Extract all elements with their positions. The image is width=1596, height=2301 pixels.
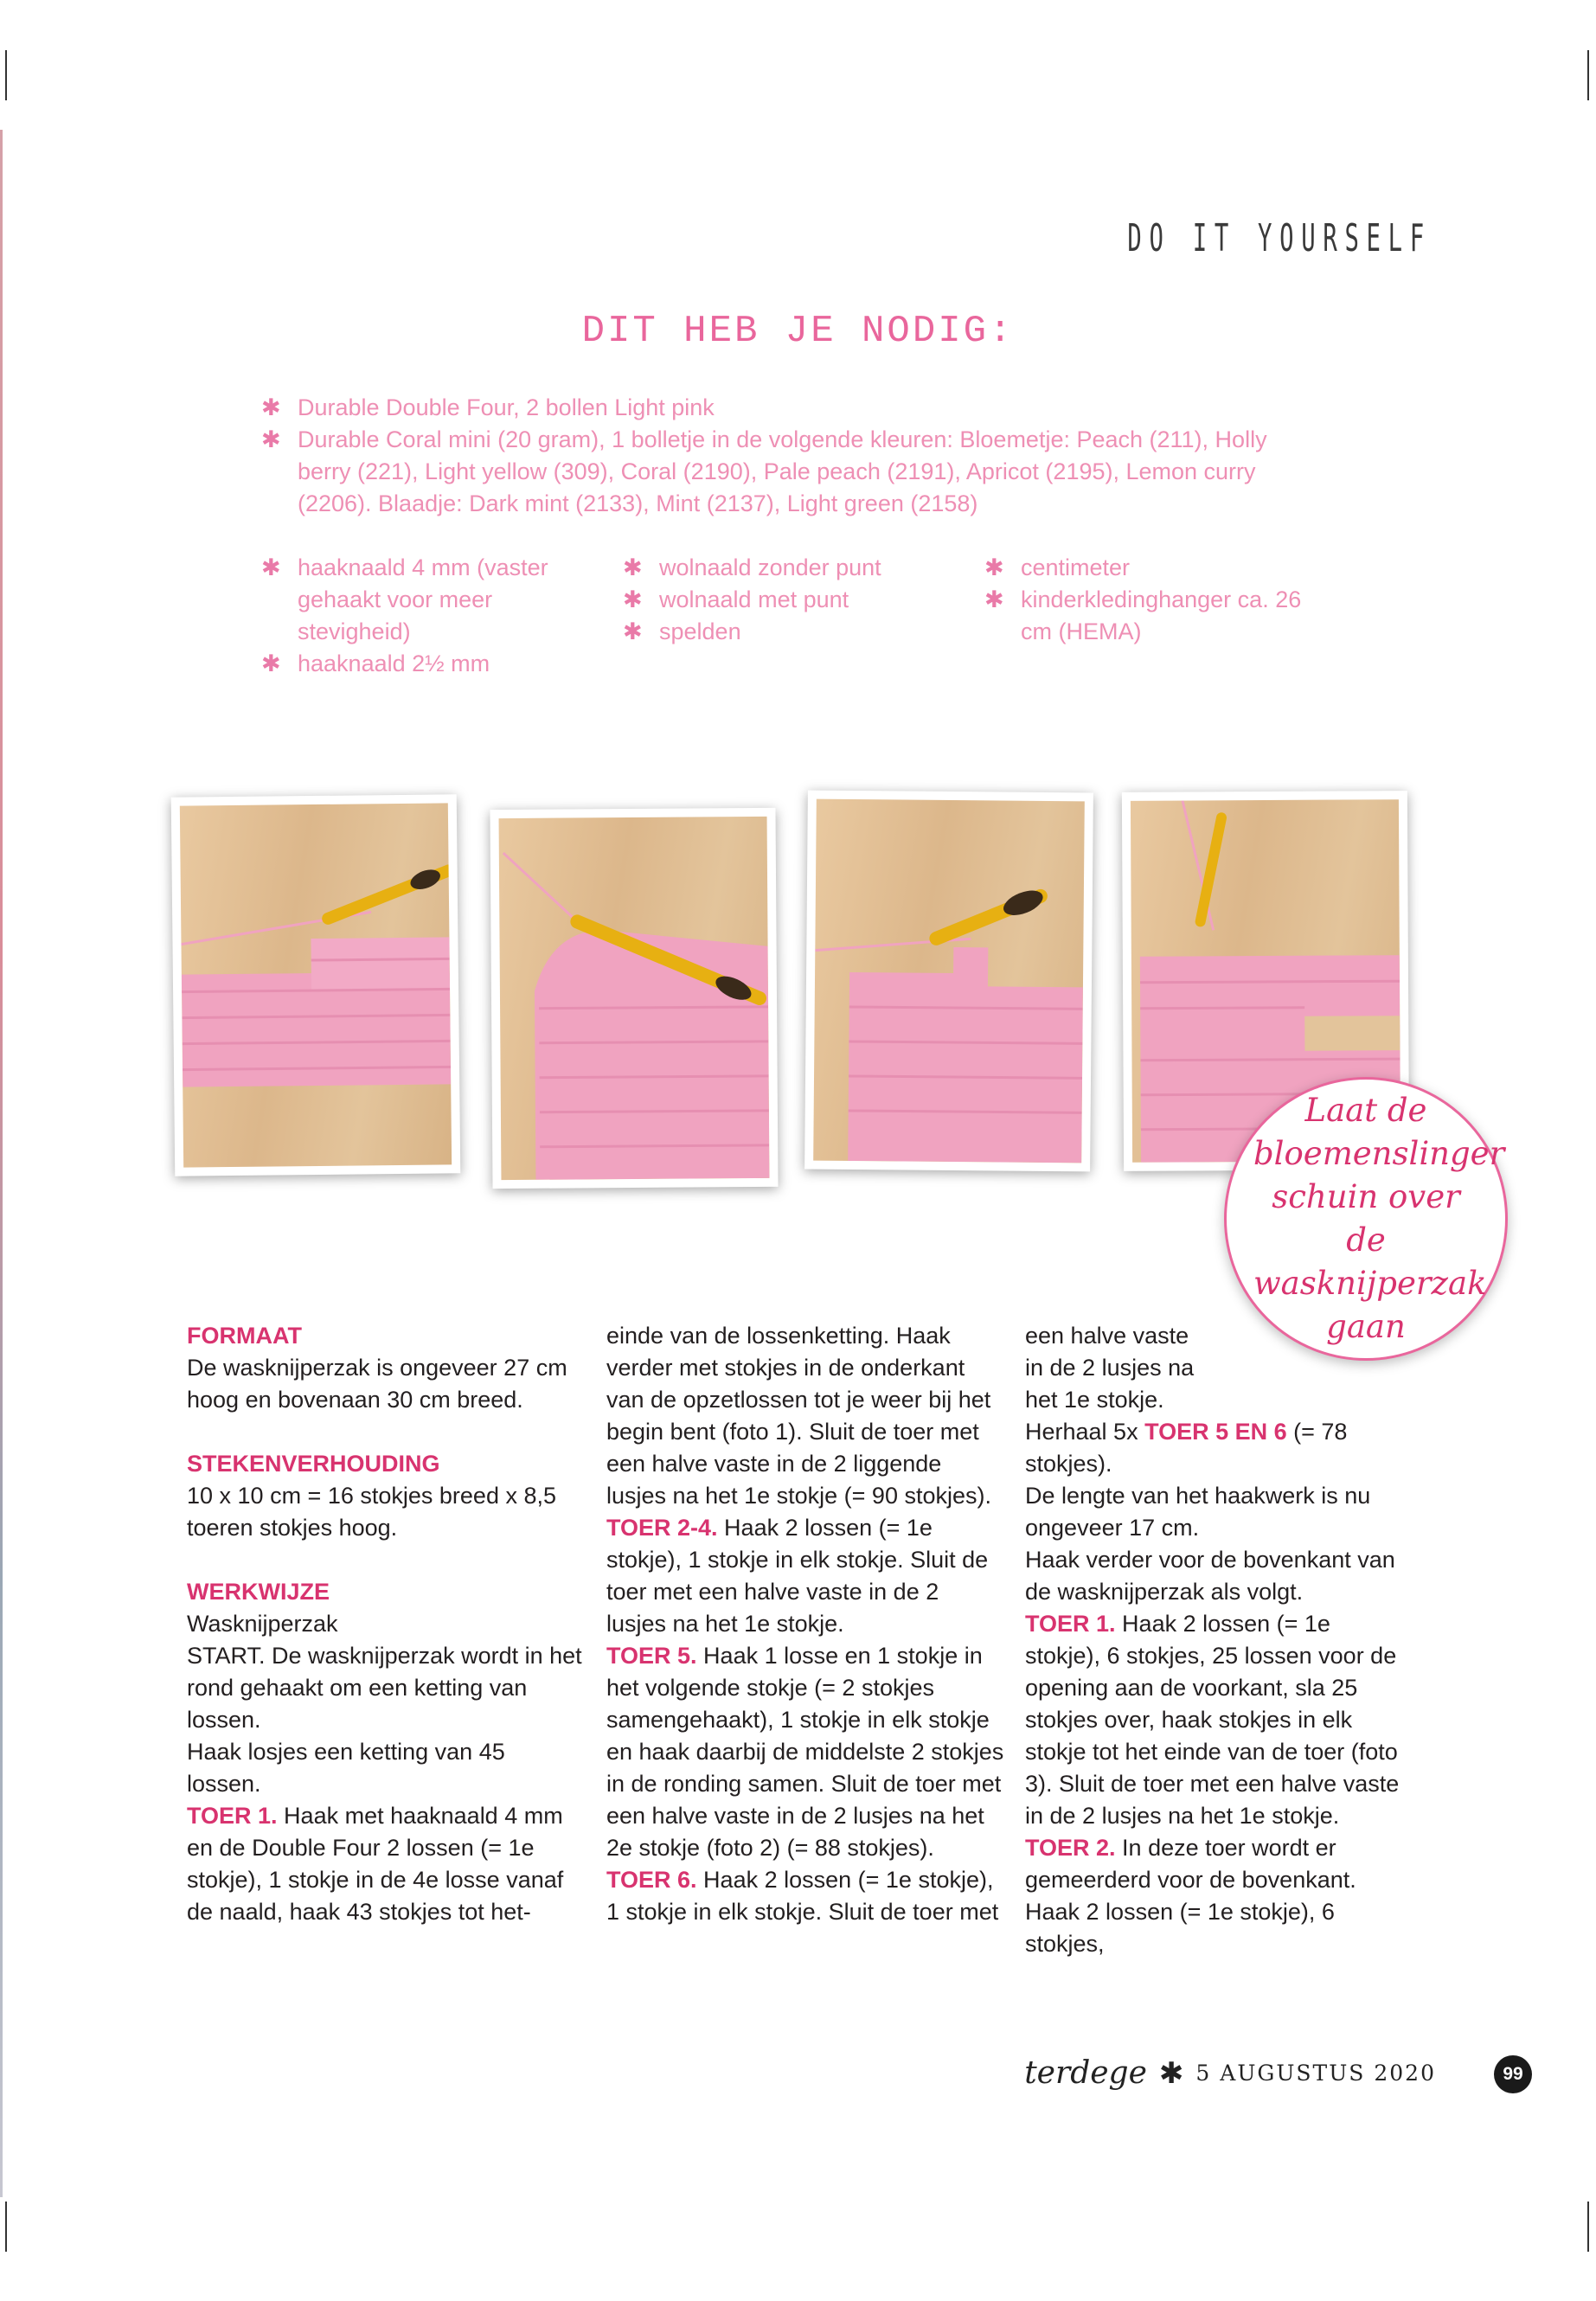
tool-text: haaknaald 2½ mm bbox=[298, 651, 490, 676]
asterisk-icon: ✱ bbox=[261, 651, 281, 676]
asterisk-icon: ✱ bbox=[1158, 2056, 1184, 2090]
step-label: TOER 5 EN 6 bbox=[1144, 1419, 1287, 1445]
paragraph: Wasknijperzak bbox=[187, 1611, 338, 1637]
asterisk-icon: ✱ bbox=[623, 619, 643, 644]
step-label: TOER 1. bbox=[1025, 1611, 1116, 1637]
tool-text: spelden bbox=[659, 619, 741, 644]
paragraph bbox=[1025, 1320, 1198, 1416]
article-column-1 bbox=[187, 1320, 585, 1928]
step-label: TOER 6. bbox=[606, 1867, 697, 1893]
step-text: Haak 2 lossen (= 1e stokje), 6 stokjes, 25 lossen voor de opening aan de voorkant, sla 25 stokjes over, haak stokjes in elk stokje tot het einde van de toer (foto 3). Sluit de toer met een halve vaste in de 2 lusjes na het 1e stokje. bbox=[1025, 1611, 1400, 1829]
heading-stekenverhouding: STEKENVERHOUDING bbox=[187, 1451, 440, 1477]
asterisk-icon: ✱ bbox=[261, 554, 281, 580]
step-text: einde van de lossenketting. Haak verder met stokjes in de onderkant van de opzetlossen tot je weer bij het begin bent (foto 1). Sluit de toer met een halve vaste in de 2 liggende lusjes na het 1e stokje (= 90 stokjes). bbox=[606, 1323, 991, 1509]
article-column-3 bbox=[1025, 1320, 1410, 1960]
step-text: In deze toer wordt er gemeerderd voor de bovenkant. Haak 2 lossen (= 1e stokje), 6 stokjes, bbox=[1025, 1835, 1356, 1957]
pull-quote-text: Laat de bloemenslinger schuin over de wasknijperzak gaan bbox=[1253, 1092, 1505, 1345]
step-label: TOER 5. bbox=[606, 1643, 697, 1669]
footer bbox=[1024, 2055, 1436, 2091]
paragraph bbox=[606, 1864, 1004, 1928]
material-text: Durable Coral mini (20 gram), 1 bolletje in de volgende kleuren: Bloemetje: Peach (211), Holly berry (221), Light yellow (309), Coral (2190), Pale peach (2191), Apricot (2195), Lemon curry (2206). Blaadje: Dark mint (2133), Mint (2137), Light green (2158) bbox=[298, 426, 1267, 516]
section-label: DO IT YOURSELF bbox=[1127, 216, 1432, 260]
tools-column-3 bbox=[984, 552, 1330, 648]
tool-text: kinderkledinghanger ca. 26 cm (HEMA) bbox=[1021, 586, 1302, 644]
paragraph bbox=[606, 1320, 1004, 1512]
photo-1 bbox=[171, 794, 461, 1176]
step-text: Haak 2 lossen (= 1e stokje), 1 stokje in elk stokje. Sluit de toer met een halve vaste in de 2 lusjes na het 1e stokje. bbox=[606, 1515, 989, 1637]
paragraph bbox=[1025, 1608, 1410, 1832]
tool-text: wolnaald zonder punt bbox=[659, 554, 881, 580]
step-text: De lengte van het haakwerk is nu ongeveer 17 cm. bbox=[1025, 1483, 1371, 1541]
step-text: Herhaal 5x bbox=[1025, 1419, 1145, 1445]
step-text: Haak 1 losse en 1 stokje in het volgende stokje (= 2 stokjes samengehaakt), 1 stokje in elk stokje en haak daarbij de middelste 2 stokjes in de ronding samen. Sluit de toer met een halve vaste in de 2 lusjes na het 2e stokje (foto 2) (= 88 stokjes). bbox=[606, 1643, 1004, 1861]
photo-2 bbox=[490, 808, 778, 1189]
photo-3 bbox=[804, 791, 1093, 1172]
tools-column-1 bbox=[261, 552, 607, 680]
crop-mark bbox=[1587, 2202, 1589, 2252]
page-edge bbox=[0, 130, 3, 2197]
paragraph bbox=[606, 1640, 1004, 1864]
needs-title: DIT HEB JE NODIG: bbox=[581, 310, 1015, 353]
asterisk-icon: ✱ bbox=[623, 586, 643, 612]
list-item bbox=[623, 616, 969, 648]
asterisk-icon: ✱ bbox=[261, 426, 281, 452]
paragraph bbox=[1025, 1416, 1410, 1480]
step-label: TOER 1. bbox=[187, 1803, 278, 1829]
material-text: Durable Double Four, 2 bollen Light pink bbox=[298, 394, 715, 420]
paragraph: 10 x 10 cm = 16 stokjes breed x 8,5 toeren stokjes hoog. bbox=[187, 1483, 556, 1541]
crop-mark bbox=[5, 50, 7, 100]
paragraph: Haak losjes een ketting van 45 lossen. bbox=[187, 1739, 505, 1797]
step-text: Haak 2 lossen (= 1e stokje), 1 stokje in elk stokje. Sluit de toer met bbox=[606, 1867, 999, 1925]
paragraph bbox=[606, 1512, 1004, 1640]
paragraph bbox=[1025, 1480, 1410, 1544]
heading-werkwijze: WERKWIJZE bbox=[187, 1579, 330, 1605]
paragraph bbox=[1025, 1832, 1410, 1960]
heading-formaat: FORMAAT bbox=[187, 1323, 302, 1349]
list-item bbox=[261, 648, 607, 680]
list-item bbox=[623, 584, 969, 616]
list-item bbox=[261, 552, 607, 648]
paragraph bbox=[1025, 1544, 1410, 1608]
issue-date: 5 AUGUSTUS 2020 bbox=[1195, 2061, 1436, 2086]
list-item bbox=[261, 392, 1325, 424]
crop-mark bbox=[5, 2202, 7, 2252]
tools-column-2 bbox=[623, 552, 969, 648]
tool-text: wolnaald met punt bbox=[659, 586, 849, 612]
paragraph: START. De wasknijperzak wordt in het rond gehaakt om een ketting van lossen. bbox=[187, 1643, 582, 1733]
tool-text: centimeter bbox=[1021, 554, 1131, 580]
step-text: een halve vaste in de 2 lusjes na het 1e stokje. bbox=[1025, 1323, 1195, 1413]
asterisk-icon: ✱ bbox=[984, 554, 1004, 580]
page-number: 99 bbox=[1494, 2055, 1532, 2093]
step-text: (= 78 stokjes). bbox=[1025, 1419, 1348, 1477]
brand-logo: terdege bbox=[1024, 2055, 1147, 2091]
paragraph-toer-1 bbox=[187, 1800, 585, 1928]
step-text: Haak verder voor de bovenkant van de wasknijperzak als volgt. bbox=[1025, 1547, 1395, 1605]
list-item bbox=[623, 552, 969, 584]
asterisk-icon: ✱ bbox=[984, 586, 1004, 612]
pull-quote bbox=[1224, 1077, 1508, 1361]
paragraph: De wasknijperzak is ongeveer 27 cm hoog en bovenaan 30 cm breed. bbox=[187, 1355, 567, 1413]
asterisk-icon: ✱ bbox=[261, 394, 281, 420]
tool-text: haaknaald 4 mm (vaster gehaakt voor meer stevigheid) bbox=[298, 554, 548, 644]
step-text: Haak met haaknaald 4 mm en de Double Four 2 lossen (= 1e stokje), 1 stokje in de 4e losse vanaf de naald, haak 43 stokjes tot het- bbox=[187, 1803, 564, 1925]
step-label: TOER 2. bbox=[1025, 1835, 1116, 1861]
list-item bbox=[984, 552, 1330, 584]
list-item bbox=[984, 584, 1330, 648]
crop-mark bbox=[1587, 50, 1589, 100]
asterisk-icon: ✱ bbox=[623, 554, 643, 580]
article-column-2 bbox=[606, 1320, 1004, 1928]
list-item bbox=[261, 424, 1325, 520]
step-label: TOER 2-4. bbox=[606, 1515, 718, 1541]
materials-list bbox=[261, 392, 1325, 520]
